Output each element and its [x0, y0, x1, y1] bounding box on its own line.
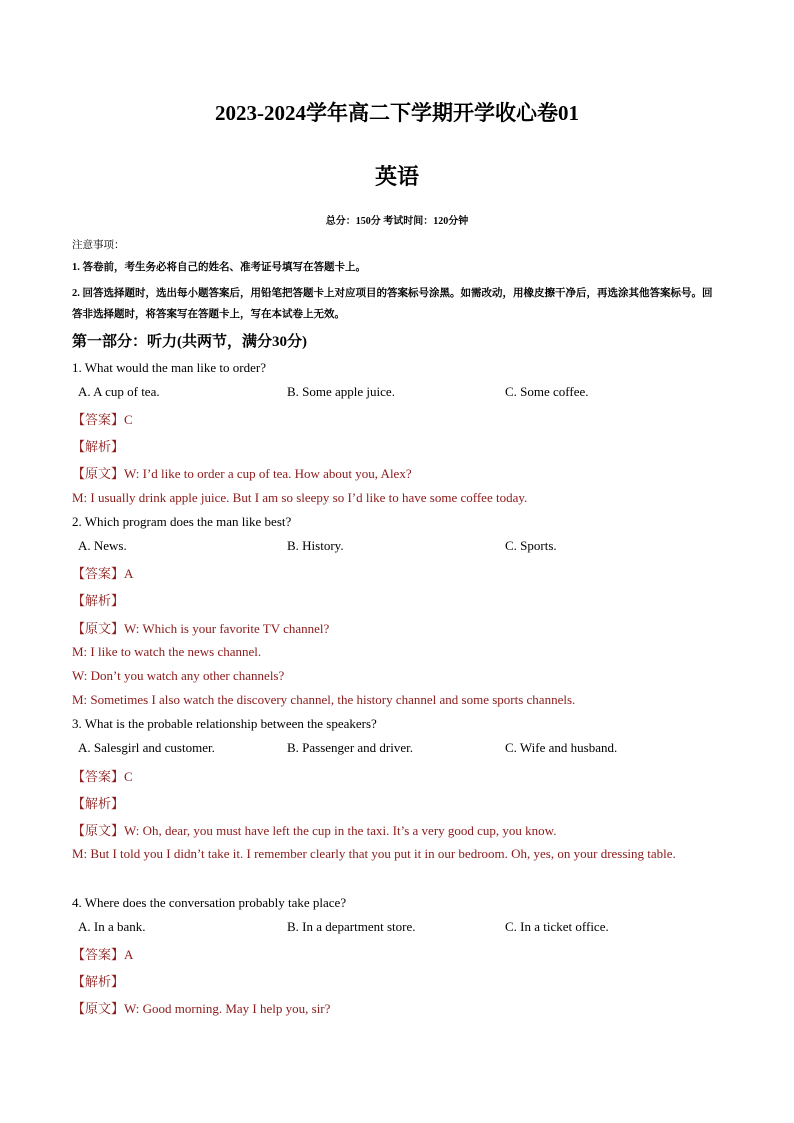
option-a: A. News.	[78, 538, 127, 553]
option-b: B. Passenger and driver.	[287, 740, 414, 755]
transcript-line: M: Sometimes I also watch the discovery channel, the history channel and some sports channels.	[72, 692, 576, 707]
analysis: 【解析】	[72, 974, 125, 989]
option-a: A. In a bank.	[78, 919, 146, 934]
transcript-line: 【原文】W: Which is your favorite TV channel?	[72, 621, 330, 636]
transcript-line: M: But I told you I didn’t take it. I remember clearly that you put it in our bedroom. Oh, yes, on your dressing table.	[72, 846, 676, 861]
transcript-line: 【原文】W: I’d like to order a cup of tea. How about you, Alex?	[72, 466, 412, 481]
transcript-line: 【原文】W: Oh, dear, you must have left the cup in the taxi. It’s a very good cup, you know.	[72, 823, 557, 838]
option-c: C. Wife and husband.	[505, 740, 618, 755]
note-item-1: 1. 答卷前，考生务必将自己的姓名、准考证号填写在答题卡上。	[72, 262, 366, 273]
analysis: 【解析】	[72, 439, 125, 454]
option-b: B. Some apple juice.	[287, 384, 395, 399]
exam-title: 2023-2024学年高二下学期开学收心卷01	[215, 101, 579, 125]
question-stem: 4. Where does the conversation probably take place?	[72, 895, 347, 910]
option-b: B. In a department store.	[287, 919, 416, 934]
answer: 【答案】C	[72, 769, 133, 784]
subject-title: 英语	[374, 164, 419, 189]
transcript-line: M: I usually drink apple juice. But I am so sleepy so I’d like to have some coffee today.	[72, 490, 528, 505]
option-a: A. Salesgirl and customer.	[78, 740, 215, 755]
exam-meta: 总分：150分 考试时间：120分钟	[325, 216, 469, 227]
option-c: C. Some coffee.	[505, 384, 589, 399]
transcript-line: M: I like to watch the news channel.	[72, 644, 262, 659]
option-c: C. Sports.	[505, 538, 557, 553]
question-stem: 3. What is the probable relationship between the speakers?	[72, 716, 377, 731]
option-c: C. In a ticket office.	[505, 919, 609, 934]
transcript-line: W: Don’t you watch any other channels?	[72, 668, 285, 683]
answer: 【答案】A	[72, 566, 134, 581]
option-a: A. A cup of tea.	[78, 384, 160, 399]
section-title: 第一部分：听力(共两节，满分30分)	[72, 334, 307, 350]
transcript-line: 【原文】W: Good morning. May I help you, sir?	[72, 1001, 331, 1016]
question-stem: 2. Which program does the man like best?	[72, 514, 292, 529]
analysis: 【解析】	[72, 796, 125, 811]
note-item-2: 2. 回答选择题时，选出每小题答案后，用铅笔把答题卡上对应项目的答案标号涂黑。如需改动，用橡皮擦干净后，再选涂其他答案标号。回答非选择题时，将答案写在答题卡上，写在本试卷上无效。	[72, 288, 713, 320]
question-stem: 1. What would the man like to order?	[72, 360, 266, 375]
notes-heading: 注意事项：	[72, 240, 125, 251]
answer: 【答案】C	[72, 412, 133, 427]
answer: 【答案】A	[72, 947, 134, 962]
analysis: 【解析】	[72, 593, 125, 608]
option-b: B. History.	[287, 538, 344, 553]
